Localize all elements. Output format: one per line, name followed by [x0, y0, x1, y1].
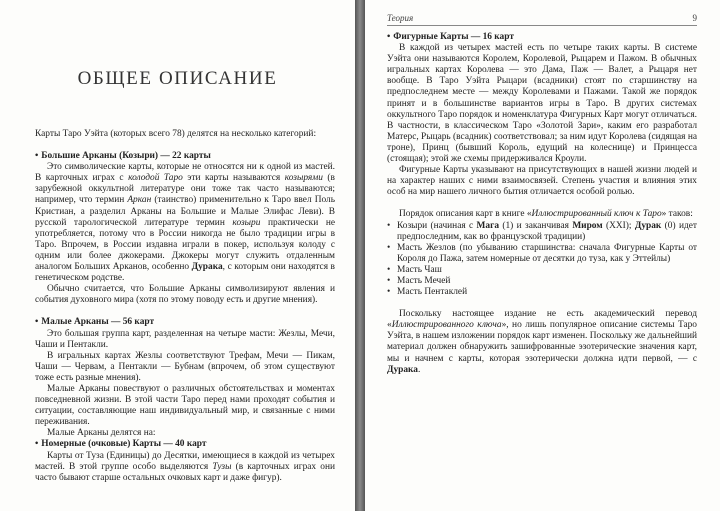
book-gutter: [355, 0, 365, 511]
order-list-item: • Масть Пентаклей: [387, 287, 697, 298]
major-arcana-paragraph: Это символические карты, которые не относятся ни к одной из мастей. В карточных играх с колодой Таро эти карты называются козырями (в зарубежной оккультной литературе они тоже так часто называются; например, что термин Аркан (таинство) применительно к Таро ввел Поль Кристиан, а разделил Арканы на Большие и Малые Элифас Леви). В русской тарологической литературе термин козыри практически не употребляется, потому что в России никогда не было традиции игры в Таро. Впрочем, в России издавна играли в покер, используя колоду с одним или более джокерами. Джокеры могут служить отдаленным аналогом Больших Арканов, особенно Дурака, с которым они находятся в генетическом родстве.: [35, 162, 336, 284]
bullet-icon: •: [35, 151, 39, 162]
order-list-item: • Масть Жезлов (по убыванию старшинства: сначала Фигурные Карты от Короля до Пажа, затем номерные от десятки до туза, как у Эттейлы): [387, 243, 697, 265]
closing-paragraph: Поскольку настоящее издание не есть академический перевод «Иллюстрированного ключа», но лишь популярное описание системы Таро Уэйта, в нашем изложении порядок карт изменен. Поскольку же дальнейший материал должен обнаружить зашифрованные эзотерические значения карт, мы и начнем с карты, которая эзотерически должна идти первой, — с Дурака.: [387, 309, 697, 375]
minor-arcana-paragraph-3: Малые Арканы повествуют о различных обстоятельствах и моментах повседневной жизни. В этой части Таро перед нами проходят события и ситуации, составляющие наш индивидуальный мир, и связанные с ними переживания.: [35, 383, 335, 428]
pip-cards-heading: • Номерные (очковые) Карты — 40 карт: [35, 439, 207, 450]
right-page: [365, 0, 720, 511]
court-cards-heading: • Фигурные Карты — 16 карт: [387, 32, 514, 42]
major-arcana-heading: • Большие Арканы (Козыри) — 22 карты: [35, 151, 211, 162]
minor-arcana-paragraph: Это большая группа карт, разделенная на четыре масти: Жезлы, Мечи, Чаши и Пентакли.: [35, 328, 335, 350]
bullet-icon: •: [35, 317, 39, 328]
left-page-body: [35, 129, 335, 484]
page-title: ОБЩЕЕ ОПИСАНИЕ: [77, 68, 278, 89]
court-cards-paragraph: В каждой из четырех мастей есть по четыре таких карты. В системе Уэйта они называются Королем, Королевой, Рыцарем и Пажом. В обычных игральных картах Королева — это Дама, Паж — Валет, а Рыцаря нет вообще. В Таро Уэйта Рыцари (всадники) стоят по старшинству на предпоследнем месте — между Королевами и Пажами. Такой же порядок принят и в большинстве вариантов игры в Таро. В других системах оккультного Таро порядок и номенклатура Фигурных Карт могут отличаться. В частности, в классическом Таро «Золотой Зари», каким его разработал Матерс, Рыцарь (всадник) соответствовал; за ним идут Королева (сидящая на троне), Принц (бывший Король, едущий на колеснице) и Принцесса (стоящая); этой же схемы придерживался Кроули.: [387, 43, 697, 165]
running-head-title: Теория: [387, 13, 414, 23]
order-list-item: • Козыри (начиная с Мага (1) и заканчивая Миром (XXI); Дурак (0) идет предпоследним, как во французской традиции): [387, 221, 697, 243]
right-page-body: [387, 32, 697, 376]
pip-cards-paragraph: Карты от Туза (Единицы) до Десятки, имеющиеся в каждой из четырех мастей. В этой группе особо выделяются Тузы (в карточных играх они часто бывают старше остальных очковых карт и даже фигур).: [35, 450, 335, 483]
bullet-icon: •: [35, 439, 39, 450]
header-rule: [387, 25, 697, 26]
order-list-item: • Масть Мечей: [387, 276, 697, 287]
left-page: [0, 0, 355, 511]
order-list-item: • Масть Чаш: [387, 265, 697, 276]
page-number: 9: [692, 13, 697, 23]
bullet-icon: •: [387, 32, 391, 42]
major-arcana-paragraph-2: Обычно считается, что Большие Арканы символизируют явления и события духовного мира (хотя по этому поводу есть и другие мнения).: [35, 284, 335, 306]
running-header: [387, 13, 697, 23]
order-list: [387, 221, 697, 299]
minor-arcana-heading: • Малые Арканы — 56 карт: [35, 317, 155, 328]
minor-arcana-paragraph-2: В игральных картах Жезлы соответствуют Трефам, Мечи — Пикам, Чаши — Червам, а Пентакли — Бубнам (впрочем, об этом существуют тоже есть разные мнения).: [35, 350, 335, 383]
minor-arcana-paragraph-4: Малые Арканы делятся на:: [47, 428, 156, 439]
court-cards-paragraph-2: Фигурные Карты указывают на присутствующих в нашей жизни людей и на характер наших с ними взаимосвязей. Степень участия и влияния этих особ на мир нашего личного бытия отличается особой ролью.: [387, 165, 697, 198]
order-intro: Порядок описания карт в книге «Иллюстрированный ключ к Таро» таков:: [399, 209, 693, 220]
intro-paragraph: Карты Таро Уэйта (которых всего 78) делятся на несколько категорий:: [35, 129, 317, 139]
